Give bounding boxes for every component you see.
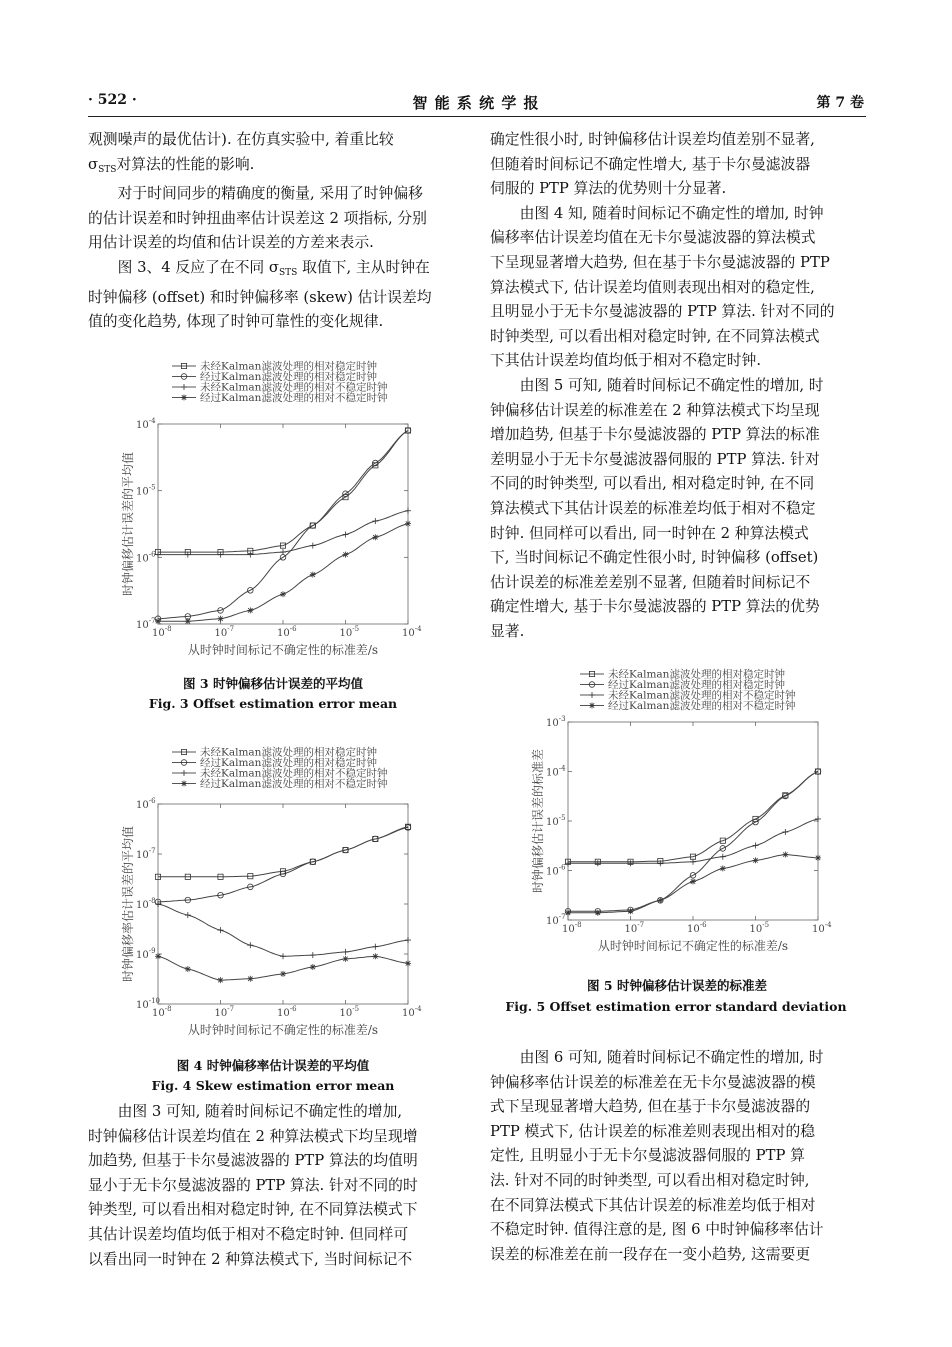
tick-exponent: -5 <box>558 814 566 822</box>
text-line <box>490 328 820 345</box>
text-segment: 估计误差的标准差差别不显著, 但随着时间标记不 <box>490 573 811 591</box>
legend-label: 经过Kalman滤波处理的相对不稳定时钟 <box>200 392 388 405</box>
text-segment: 算法模式下其估计误差的标准差均低于相对不稳定 <box>490 499 816 517</box>
text-line <box>490 549 818 566</box>
text-segment: σ <box>88 155 99 173</box>
text-line <box>490 426 820 443</box>
text-line <box>88 1177 418 1194</box>
tick-exponent: -5 <box>148 483 156 492</box>
legend-label: 未经Kalman滤波处理的相对稳定时钟 <box>200 360 377 373</box>
subscript: STS <box>98 164 117 175</box>
legend-label: 经过Kalman滤波处理的相对稳定时钟 <box>200 371 377 384</box>
tick-mantissa: 10 <box>546 817 559 828</box>
text-line <box>88 1251 412 1268</box>
text-segment: PTP 模式下, 估计误差的标准差则表现出相对的稳 <box>490 1122 816 1140</box>
figure-5-caption-en: Fig. 5 Offset estimation error standard deviation <box>505 999 847 1014</box>
series-line <box>158 904 408 956</box>
text-line <box>118 1103 402 1120</box>
text-segment: 钟偏移率估计误差的标准差在无卡尔曼滤波器的模 <box>490 1073 816 1091</box>
text-line <box>88 313 383 330</box>
tick-mantissa: 10 <box>546 767 559 779</box>
series-line <box>158 827 408 902</box>
legend-label: 未经Kalman滤波处理的相对不稳定时钟 <box>200 381 388 394</box>
y-tick-label <box>136 797 156 811</box>
text-segment: 由图 6 可知, 随着时间标记不确定性的增加, 时 <box>519 1049 824 1066</box>
volume-label: 第 7 卷 <box>816 95 864 111</box>
text-line <box>88 289 432 306</box>
tick-mantissa: 10 <box>214 628 228 639</box>
text-segment: 时钟偏移 (offset) 和时钟偏移率 (skew) 估计误差均 <box>88 288 432 306</box>
series-line <box>158 431 408 619</box>
series-line <box>568 772 818 912</box>
x-tick-label <box>277 1005 297 1019</box>
y-axis-label: 时钟偏移估计误差的标准差 <box>531 748 545 894</box>
figure-5-plot <box>520 668 830 963</box>
text-segment: 以看出同一时钟在 2 种算法模式下, 当时间标记不 <box>88 1250 413 1268</box>
series-square <box>565 769 820 864</box>
text-line <box>88 234 374 251</box>
tick-exponent: -6 <box>289 625 297 633</box>
text-line <box>490 1098 810 1115</box>
series-plus <box>155 508 411 558</box>
x-tick-label <box>340 1005 360 1019</box>
y-tick-label <box>136 947 156 961</box>
text-segment: 图 3、4 反应了在不同 σ <box>117 258 280 276</box>
text-line <box>490 475 814 492</box>
figure-4 <box>120 742 420 1042</box>
figure-4-plot <box>120 742 420 1042</box>
tick-mantissa: 10 <box>136 850 149 861</box>
x-tick-label <box>812 921 832 935</box>
figure-3-caption-zh: 图 3 时钟偏移估计误差的平均值 <box>183 676 363 691</box>
text-segment: 确定性很小时, 时钟偏移估计误差均值差别不显著, <box>490 131 815 148</box>
paragraph <box>88 128 462 182</box>
text-segment: 式下呈现显著增大趋势, 但在基于卡尔曼滤波器的 <box>490 1098 811 1116</box>
text-segment: 差明显小于无卡尔曼滤波器伺服的 PTP 算法. 针对 <box>490 450 820 468</box>
x-tick-label <box>152 1005 172 1019</box>
x-tick-label <box>750 921 770 935</box>
tick-exponent: -4 <box>558 764 566 773</box>
tick-mantissa: 10 <box>136 900 149 911</box>
legend-label: 经过Kalman滤波处理的相对不稳定时钟 <box>200 778 388 791</box>
text-line <box>88 156 254 173</box>
text-segment: 显小于无卡尔曼滤波器的 PTP 算法. 针对不同的时 <box>88 1176 418 1194</box>
tick-mantissa: 10 <box>749 924 763 935</box>
text-line <box>490 500 816 517</box>
paragraph <box>88 1100 462 1272</box>
text-segment: 不同的时钟类型, 可以看出, 相对稳定时钟, 在不同 <box>490 475 815 493</box>
text-segment: 定性, 且明显小于无卡尔曼滤波器伺服的 PTP 算 <box>490 1147 805 1165</box>
text-line <box>118 185 423 202</box>
text-line <box>88 1128 418 1145</box>
text-line <box>118 259 430 276</box>
text-segment: 显著. <box>490 622 525 640</box>
tick-exponent: -5 <box>762 921 770 929</box>
y-axis-label: 时钟偏移率估计误差的平均值 <box>121 825 135 983</box>
text-line <box>88 1226 408 1243</box>
tick-mantissa: 10 <box>687 924 700 935</box>
tick-exponent: -8 <box>574 921 582 929</box>
series-star <box>155 521 411 625</box>
text-line <box>490 131 815 148</box>
chart-legend <box>172 360 388 405</box>
text-line <box>490 156 810 173</box>
x-tick-label <box>402 625 422 639</box>
tick-mantissa: 10 <box>562 924 575 935</box>
text-segment: 对算法的性能的影响. <box>116 155 255 173</box>
tick-mantissa: 10 <box>136 486 149 498</box>
text-line <box>490 180 726 197</box>
text-segment: 取值下, 主从时钟在 <box>297 258 430 276</box>
tick-exponent: -8 <box>164 625 172 633</box>
text-segment: 算法模式下, 估计误差均值则表现出相对的稳定性, <box>490 278 815 296</box>
series-plus <box>565 816 821 866</box>
journal-title: 智 能 系 统 学 报 <box>412 94 540 112</box>
tick-mantissa: 10 <box>136 1000 149 1011</box>
text-line <box>490 254 830 271</box>
text-line <box>490 279 815 296</box>
text-segment: 时钟类型, 可以看出相对稳定时钟, 在不同算法模式 <box>490 327 820 345</box>
text-line <box>88 210 427 227</box>
tick-exponent: -6 <box>558 863 566 872</box>
text-segment: 时钟. 但同样可以看出, 同一时钟在 2 种算法模式 <box>490 524 809 542</box>
text-line <box>520 205 824 222</box>
left-column-top-text <box>88 128 462 335</box>
text-line <box>490 598 820 615</box>
text-line <box>490 229 816 246</box>
series-line <box>568 772 818 862</box>
series-plus <box>155 901 411 959</box>
text-line <box>490 1197 816 1214</box>
tick-mantissa: 10 <box>546 718 559 729</box>
figure-5 <box>520 668 830 963</box>
tick-exponent: -6 <box>699 921 707 929</box>
tick-mantissa: 10 <box>624 924 638 935</box>
x-axis-label: 从时钟时间标记不确定性的标准差/s <box>597 939 789 953</box>
text-line <box>490 525 809 542</box>
tick-exponent: -7 <box>148 847 156 855</box>
x-tick-label <box>277 625 297 639</box>
x-tick-label <box>402 1005 422 1019</box>
text-segment: 增加趋势, 但基于卡尔曼滤波器的 PTP 算法的标准 <box>490 426 820 444</box>
y-tick-label <box>136 897 156 911</box>
tick-exponent: -7 <box>558 913 566 921</box>
subscript: STS <box>279 267 298 278</box>
x-tick-label <box>215 625 235 639</box>
paragraph <box>88 256 462 335</box>
tick-mantissa: 10 <box>812 924 825 935</box>
text-segment: 下其估计误差均值均低于相对不稳定时钟. <box>490 352 762 370</box>
tick-exponent: -7 <box>227 1005 235 1013</box>
text-segment: 不稳定时钟. 值得注意的是, 图 6 中时钟偏移率估计 <box>490 1221 824 1239</box>
tick-exponent: -10 <box>148 997 161 1005</box>
tick-mantissa: 10 <box>136 420 149 431</box>
text-line <box>490 402 820 419</box>
text-segment: 观测噪声的最优估计). 在仿真实验中, 着重比较 <box>88 131 394 148</box>
legend-label: 未经Kalman滤波处理的相对稳定时钟 <box>200 746 377 759</box>
tick-exponent: -6 <box>289 1005 297 1013</box>
legend-label: 经过Kalman滤波处理的相对稳定时钟 <box>608 679 785 692</box>
text-segment: 但随着时间标记不确定性增大, 基于卡尔曼滤波器 <box>490 155 811 173</box>
tick-mantissa: 10 <box>546 866 559 878</box>
tick-mantissa: 10 <box>214 1008 228 1019</box>
tick-exponent: -6 <box>148 550 156 559</box>
y-tick-label <box>136 550 156 564</box>
text-segment: 下呈现显著增大趋势, 但在基于卡尔曼滤波器的 PTP <box>490 253 830 271</box>
figure-3 <box>120 358 420 658</box>
text-segment: 钟偏移估计误差的标准差在 2 种算法模式下均呈现 <box>490 401 820 419</box>
text-segment: 法. 针对不同的时钟类型, 可以看出相对稳定时钟, <box>490 1171 810 1189</box>
text-segment: 时钟偏移估计误差均值在 2 种算法模式下均呈现增 <box>88 1127 418 1145</box>
y-tick-label <box>136 847 156 861</box>
tick-mantissa: 10 <box>136 620 149 631</box>
figure-3-caption-en: Fig. 3 Offset estimation error mean <box>148 696 398 711</box>
series-line <box>158 827 408 877</box>
paragraph <box>88 182 462 256</box>
header-rule <box>88 116 866 117</box>
tick-exponent: -4 <box>824 921 832 929</box>
text-segment: 钟类型, 可以看出相对稳定时钟, 在不同算法模式下 <box>88 1201 418 1219</box>
figure-4-caption-en: Fig. 4 Skew estimation error mean <box>151 1078 395 1093</box>
text-segment: 在不同算法模式下其估计误差的标准差均低于相对 <box>490 1196 816 1214</box>
figure-3-plot <box>120 358 420 658</box>
tick-exponent: -3 <box>558 715 566 723</box>
tick-mantissa: 10 <box>152 628 165 639</box>
tick-mantissa: 10 <box>136 800 149 811</box>
text-segment: 误差的标准差在前一段存在一变小趋势, 这需要更 <box>490 1245 811 1263</box>
text-segment: 其估计误差均值均低于相对不稳定时钟. 但同样可 <box>88 1225 409 1243</box>
y-tick-label <box>546 765 566 779</box>
plot-frame <box>568 722 818 920</box>
tick-mantissa: 10 <box>277 1008 290 1019</box>
tick-exponent: -4 <box>148 417 156 425</box>
text-segment: 伺服的 PTP 算法的优势则十分显著. <box>490 180 727 198</box>
figure-5-caption-zh: 图 5 时钟偏移估计误差的标准差 <box>587 978 767 993</box>
series-square <box>155 428 410 555</box>
text-segment: 由图 5 可知, 随着时间标记不确定性的增加, 时 <box>519 376 824 394</box>
text-segment: 对于时间同步的精确度的衡量, 采用了时钟偏移 <box>117 185 423 203</box>
tick-mantissa: 10 <box>152 1008 165 1019</box>
text-line <box>490 1074 816 1091</box>
paragraph <box>490 1046 864 1267</box>
tick-exponent: -4 <box>414 1005 422 1013</box>
figure-4-caption-zh: 图 4 时钟偏移率估计误差的平均值 <box>176 1058 370 1073</box>
paragraph <box>490 374 864 645</box>
y-tick-label <box>546 814 566 828</box>
y-tick-label <box>546 715 566 729</box>
tick-exponent: -6 <box>148 797 156 805</box>
text-segment: 加趋势, 但基于卡尔曼滤波器的 PTP 算法的均值明 <box>88 1152 418 1170</box>
legend-label: 未经Kalman滤波处理的相对不稳定时钟 <box>200 767 388 780</box>
tick-exponent: -8 <box>164 1005 172 1013</box>
tick-exponent: -5 <box>352 625 360 633</box>
text-segment: 且明显小于无卡尔曼滤波器的 PTP 算法. 针对不同的 <box>490 303 835 321</box>
y-tick-label <box>136 417 156 431</box>
x-tick-label <box>687 921 707 935</box>
text-segment: 偏移率估计误差均值在无卡尔曼滤波器的算法模式 <box>490 229 816 247</box>
text-line <box>88 1152 418 1169</box>
tick-exponent: -7 <box>637 921 645 929</box>
text-segment: 由图 4 知, 随着时间标记不确定性的增加, 时钟 <box>519 204 824 222</box>
text-line <box>490 1246 810 1263</box>
right-column-top-text <box>490 128 864 644</box>
x-tick-label <box>625 921 645 935</box>
legend-label: 未经Kalman滤波处理的相对稳定时钟 <box>608 668 785 681</box>
text-line <box>490 574 810 591</box>
x-tick-label <box>562 921 582 935</box>
x-tick-label <box>152 625 172 639</box>
legend-label: 未经Kalman滤波处理的相对不稳定时钟 <box>608 689 796 702</box>
text-line <box>490 352 761 369</box>
paragraph <box>490 202 864 374</box>
y-tick-label <box>546 864 566 878</box>
x-axis-label: 从时钟时间标记不确定性的标准差/s <box>187 1023 379 1037</box>
y-axis-label: 时钟偏移估计误差的平均值 <box>121 451 135 597</box>
tick-mantissa: 10 <box>339 628 353 639</box>
tick-exponent: -8 <box>148 897 156 905</box>
tick-exponent: -5 <box>352 1005 360 1013</box>
tick-exponent: -9 <box>148 947 156 955</box>
tick-mantissa: 10 <box>136 553 149 565</box>
x-tick-label <box>215 1005 235 1019</box>
tick-mantissa: 10 <box>136 950 149 961</box>
text-segment: 值的变化趋势, 体现了时钟可靠性的变化规律. <box>88 313 384 331</box>
page-number: · 522 · <box>88 92 137 108</box>
text-line <box>520 1049 824 1066</box>
tick-mantissa: 10 <box>402 628 415 639</box>
text-segment: 的估计误差和时钟扭曲率估计误差这 2 项指标, 分别 <box>88 209 427 227</box>
tick-exponent: -4 <box>414 625 422 633</box>
series-line <box>158 431 408 553</box>
text-segment: 用估计误差的均值和估计误差的方差来表示. <box>88 234 374 252</box>
text-line <box>490 1221 824 1238</box>
text-line <box>88 131 394 148</box>
text-segment: 由图 3 可知, 随着时间标记不确定性的增加, <box>117 1103 403 1120</box>
y-tick-label <box>136 484 156 498</box>
chart-legend <box>580 668 796 713</box>
tick-exponent: -7 <box>227 625 235 633</box>
text-line <box>490 1147 805 1164</box>
legend-label: 经过Kalman滤波处理的相对不稳定时钟 <box>608 700 796 713</box>
tick-mantissa: 10 <box>277 628 290 639</box>
series-circle <box>565 769 821 914</box>
chart-legend <box>172 746 388 791</box>
legend-label: 经过Kalman滤波处理的相对稳定时钟 <box>200 757 377 770</box>
right-column-bottom-text <box>490 1046 864 1267</box>
x-axis-label: 从时钟时间标记不确定性的标准差/s <box>187 643 379 657</box>
text-line <box>490 1123 815 1140</box>
left-column-bottom-text <box>88 1100 462 1272</box>
tick-mantissa: 10 <box>339 1008 353 1019</box>
text-line <box>88 1201 418 1218</box>
text-segment: 确定性增大, 基于卡尔曼滤波器的 PTP 算法的优势 <box>490 598 820 616</box>
x-tick-label <box>340 625 360 639</box>
tick-mantissa: 10 <box>546 916 559 927</box>
text-line <box>490 623 524 640</box>
text-line <box>490 451 820 468</box>
text-line <box>490 1172 809 1189</box>
tick-exponent: -7 <box>148 617 156 625</box>
text-segment: 下, 当时间标记不确定性很小时, 时钟偏移 (offset) <box>490 549 819 567</box>
paragraph <box>490 128 864 202</box>
text-line <box>490 303 835 320</box>
series-line <box>158 524 408 622</box>
tick-mantissa: 10 <box>402 1008 415 1019</box>
text-line <box>520 377 824 394</box>
